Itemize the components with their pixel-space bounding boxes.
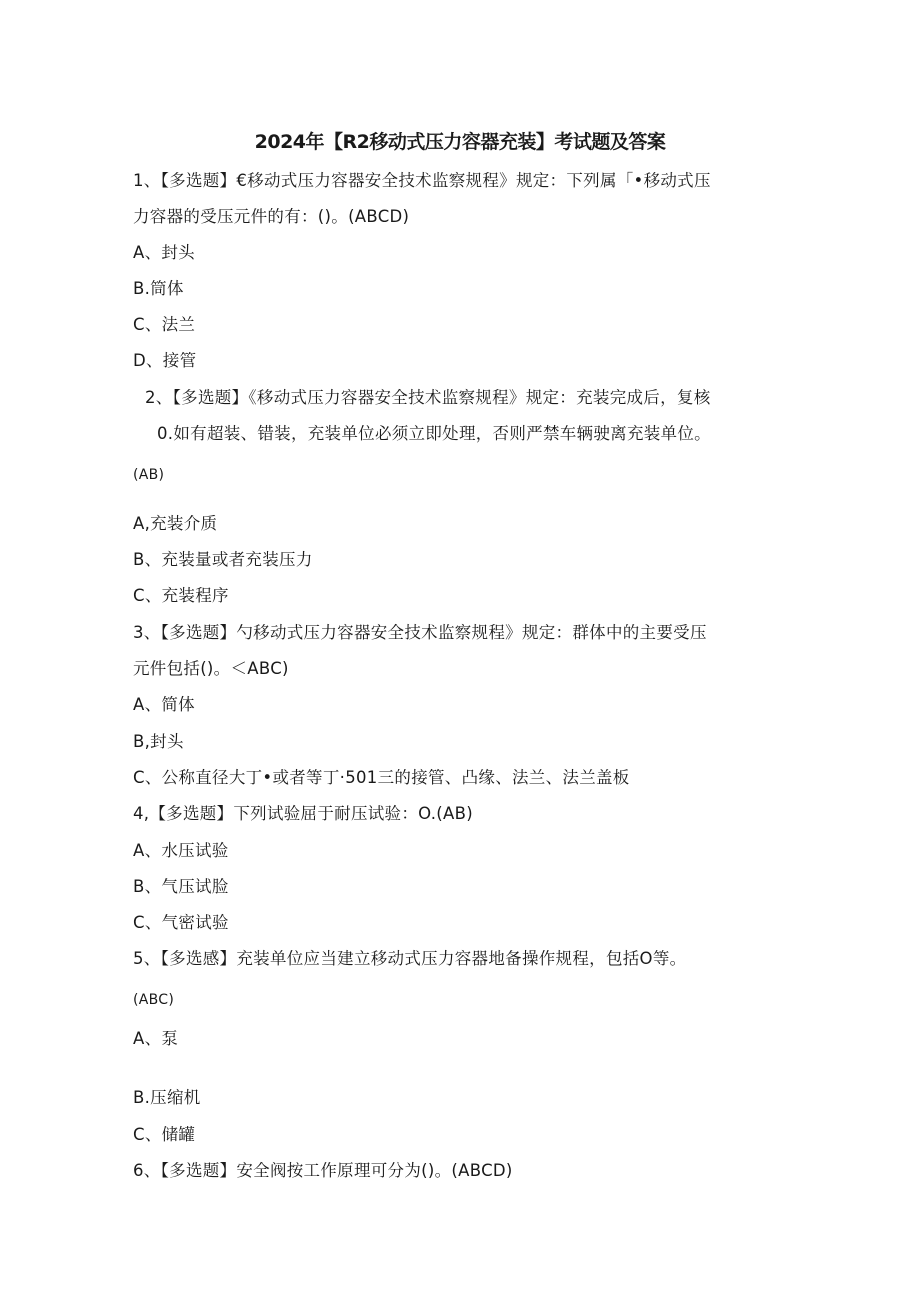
q3-stem-line1: 3、【多选题】勺移动式压力容器安全技术监察规程》规定：群体中的主要受压 xyxy=(133,623,707,642)
q5-answer: (ABC) xyxy=(133,992,175,1008)
q3-option-c: C、公称直径大丁•或者等丁·501三的接管、凸缘、法兰、法兰盖板 xyxy=(133,768,630,787)
q1-option-c: C、法兰 xyxy=(133,315,196,334)
document-title: 2024年【R2移动式压力容器充装】考试题及答案 xyxy=(254,131,666,153)
q2-answer: (AB) xyxy=(133,467,165,483)
q3-stem-line2: 元件包括()。＜ABC) xyxy=(133,659,289,678)
q1-option-a: A、封头 xyxy=(133,243,195,262)
q5-option-b: B.压缩机 xyxy=(133,1088,201,1107)
q5-option-a: A、泵 xyxy=(133,1029,179,1048)
q1-option-d: D、接管 xyxy=(133,351,197,370)
q2-stem-line1: 2、【多选题】《移动式压力容器安全技术监察规程》规定：充装完成后，复核 xyxy=(145,388,711,407)
q3-option-b: B,封头 xyxy=(133,732,184,751)
q1-stem-line2: 力容器的受压元件的有：()。(ABCD) xyxy=(133,207,410,226)
q4-option-b: B、气压试脸 xyxy=(133,877,229,896)
q4-stem: 4,【多选题】下列试验屈于耐压试验：O.(AB) xyxy=(133,804,473,823)
q2-option-c: C、充装程序 xyxy=(133,586,229,605)
q6-stem: 6、【多选题】安全阀按工作原理可分为()。(ABCD) xyxy=(133,1161,513,1180)
q5-stem: 5、【多选感】充装单位应当建立移动式压力容器地备操作规程，包括O等。 xyxy=(133,949,687,968)
q1-stem-line1: 1、【多选题】€移动式压力容器安全技术监察规程》规定：下列属「•移动式压 xyxy=(133,171,711,190)
q2-option-b: B、充装量或者充装压力 xyxy=(133,550,313,569)
q1-option-b: B.筒体 xyxy=(133,279,184,298)
q3-option-a: A、简体 xyxy=(133,695,195,714)
q2-stem-line2: 0.如有超装、错装，充装单位必须立即处理，否则严禁车辆驶离充装单位。 xyxy=(157,424,711,443)
q4-option-a: A、水压试验 xyxy=(133,841,229,860)
q5-option-c: C、储罐 xyxy=(133,1125,196,1144)
q4-option-c: C、气密试验 xyxy=(133,913,229,932)
q2-option-a: A,充装介质 xyxy=(133,514,218,533)
